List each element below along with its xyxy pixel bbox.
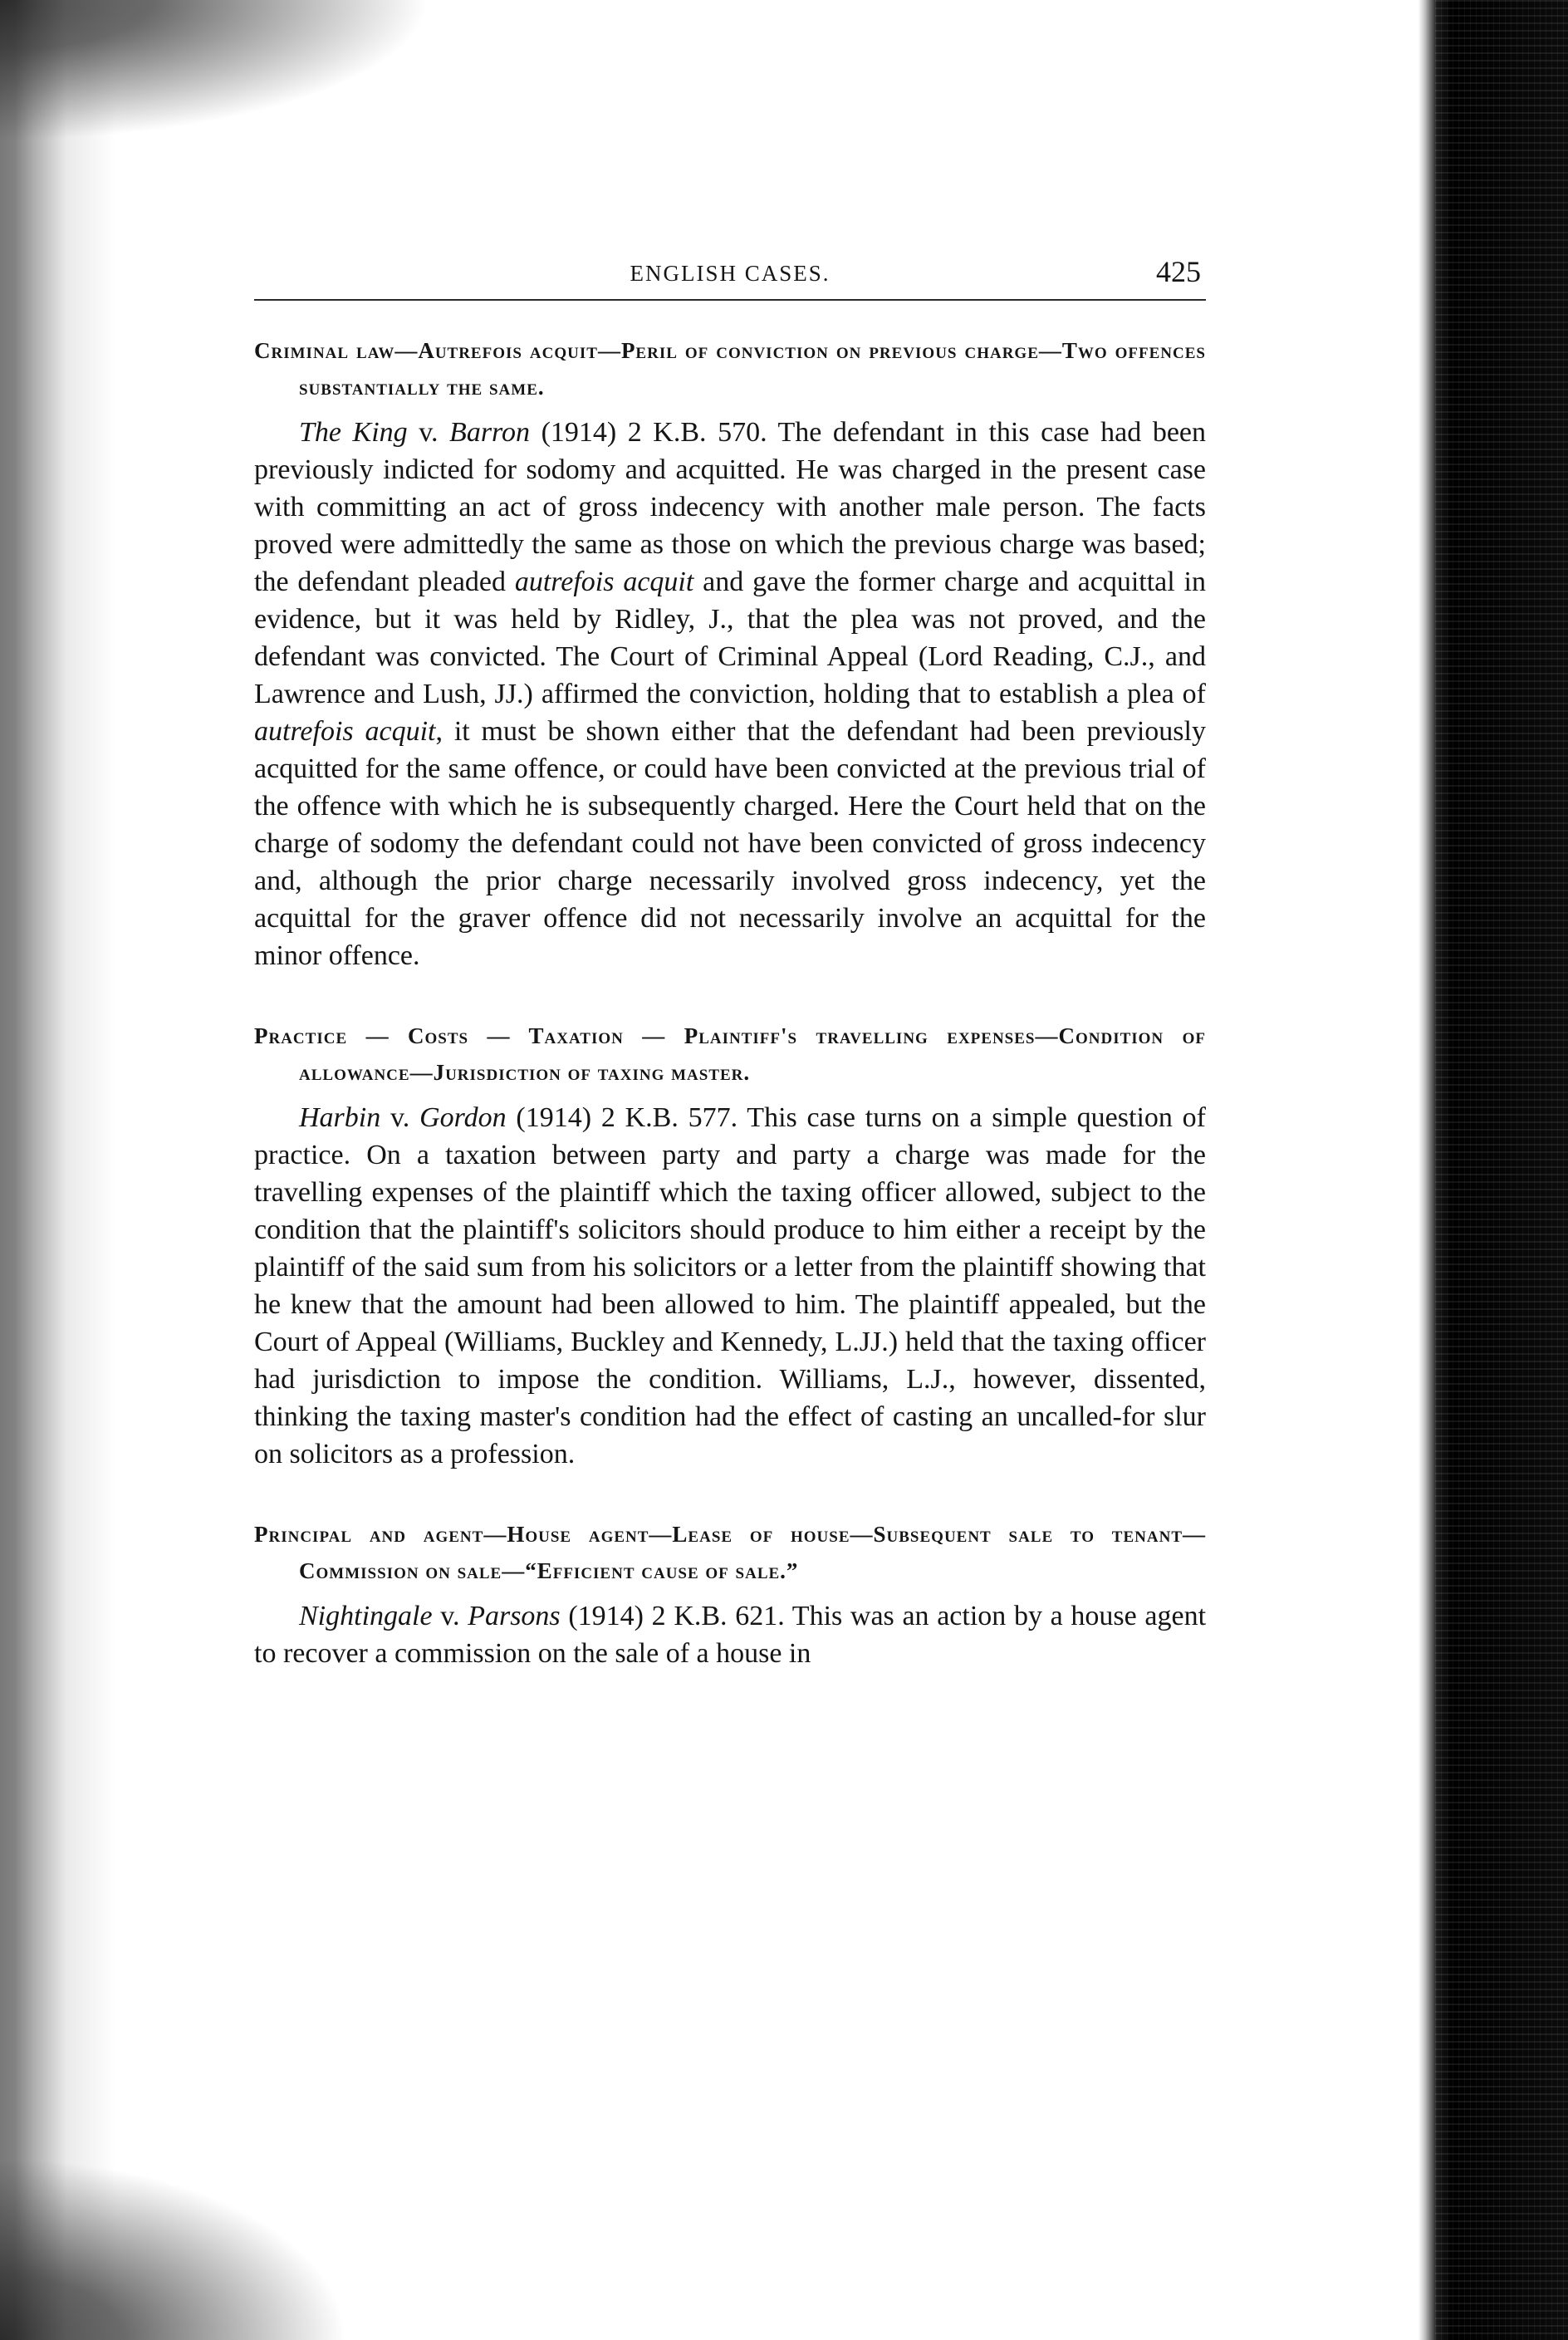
body-text: This case turns on a simple question of practice. On a taxation between party and party a charge was made for the travelling expenses of the plaintiff which the taxing officer allowed, subject to the condition that the plaintiff's solicitors should produce to him either a receipt by the plaintiff of the said sum from his solicitors or a letter from the plaintiff showing that he knew that the amount had been allowed to him. The plaintiff appealed, but the Court of Appeal (Williams, Buckley and Kennedy, L.JJ.) held that the taxing officer had jurisdiction to impose the condition. Williams, L.J., however, dissented, thinking the taxing master's condition had the effect of casting an uncalled-for slur on solicitors as a profession. (254, 1102, 1206, 1469)
page-number: 425 (1156, 255, 1201, 288)
book-page (254, 249, 1206, 1672)
case-versus: v. (432, 1601, 468, 1631)
case-defendant: Gordon (419, 1102, 507, 1133)
section-heading-criminal-law: Criminal law—Autrefois acquit—Peril of conviction on previous charge—Two offences substantially the same. (254, 338, 1206, 400)
case-plaintiff: Harbin (299, 1102, 381, 1133)
latin-term: autrefois acquit (514, 567, 694, 597)
body-text: The defendant in this case had been previously indicted for sodomy and acquitted. He was charged in the present case with committing an act of gross indecency with another male person. The facts proved were admittedly the same as those on which the previous charge was based; the defendant pleaded (254, 417, 1206, 597)
case-versus: v. (380, 1102, 420, 1133)
section-body-king-v-barron (254, 414, 1206, 974)
case-citation: (1914) 2 K.B. 570. (530, 417, 778, 448)
scan-shadow-top-left (0, 0, 432, 141)
body-text: and gave the former charge and acquittal in evidence, but it was held by Ridley, J., that the plea was not proved, and the defendant was convicted. The Court of Criminal Appeal (Lord Reading, C.J., and Lawrence and Lush, JJ.) affirmed the conviction, holding that to establish a plea of (254, 567, 1206, 709)
case-plaintiff: Nightingale (299, 1601, 433, 1631)
body-text: This was an action by a house agent to recover a commission on the sale of a house in (254, 1601, 1207, 1669)
body-text: , it must be shown either that the defendant had been previously acquitted for the same offence, or could have been convicted at the previous trial of the offence with which he is subsequently charged. Here the Court held that on the charge of sodomy the defendant could not have been convicted of gross indecency and, although the prior charge necessarily involved gross indecency, yet the acquittal for the graver offence did not necessarily involve an acquittal for the minor offence. (254, 716, 1206, 971)
latin-term: autrefois acquit (254, 716, 436, 747)
scan-shadow-bottom-left (0, 2157, 349, 2340)
running-head-title: ENGLISH CASES. (630, 261, 831, 286)
scan-shadow-left (0, 0, 116, 2340)
section-body-harbin-v-gordon (254, 1099, 1206, 1473)
case-versus: v. (407, 417, 450, 448)
case-citation: (1914) 2 K.B. 577. (506, 1102, 747, 1133)
running-head (254, 249, 1206, 301)
section-body-nightingale-v-parsons (254, 1597, 1206, 1672)
section-heading-principal-and-agent: Principal and agent—House agent—Lease of house—Subsequent sale to tenant—Commission on sale—“Efficient cause of sale.” (254, 1522, 1206, 1583)
scan-binding-texture (1435, 0, 1568, 2340)
section-heading-practice: Practice — Costs — Taxation — Plaintiff's travelling expenses—Condition of allowance—Jurisdiction of taxing master. (254, 1023, 1206, 1085)
case-defendant: Parsons (468, 1601, 561, 1631)
case-plaintiff: The King (299, 417, 408, 448)
case-citation: (1914) 2 K.B. 621. (560, 1601, 792, 1631)
case-defendant: Barron (449, 417, 531, 448)
